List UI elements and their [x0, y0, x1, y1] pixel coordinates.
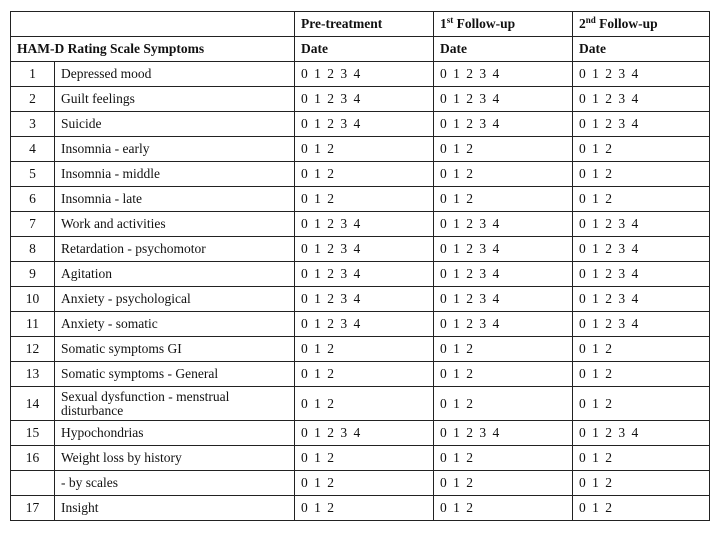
- score-second-follow-up: 0 1 2: [573, 471, 710, 496]
- date-label-pre: Date: [295, 37, 434, 62]
- symptom-name: Hypochondrias: [55, 421, 295, 446]
- table-row: [11, 471, 710, 496]
- ham-d-rating-table: [10, 11, 710, 521]
- score-pre-treatment: 0 1 2 3 4: [295, 287, 434, 312]
- symptom-name: Insomnia - late: [55, 187, 295, 212]
- score-pre-treatment: 0 1 2 3 4: [295, 262, 434, 287]
- item-number: 2: [11, 87, 55, 112]
- symptom-name: Insight: [55, 496, 295, 521]
- score-pre-treatment: 0 1 2: [295, 337, 434, 362]
- table-row: [11, 312, 710, 337]
- symptom-name: Depressed mood: [55, 62, 295, 87]
- score-second-follow-up: 0 1 2 3 4: [573, 287, 710, 312]
- score-second-follow-up: 0 1 2: [573, 446, 710, 471]
- table-row: [11, 446, 710, 471]
- score-pre-treatment: 0 1 2 3 4: [295, 421, 434, 446]
- score-pre-treatment: 0 1 2: [295, 187, 434, 212]
- item-number: 17: [11, 496, 55, 521]
- score-second-follow-up: 0 1 2 3 4: [573, 421, 710, 446]
- table-row: [11, 162, 710, 187]
- score-second-follow-up: 0 1 2 3 4: [573, 112, 710, 137]
- score-first-follow-up: 0 1 2: [434, 362, 573, 387]
- score-first-follow-up: 0 1 2 3 4: [434, 421, 573, 446]
- item-number: 10: [11, 287, 55, 312]
- score-first-follow-up: 0 1 2: [434, 162, 573, 187]
- score-first-follow-up: 0 1 2 3 4: [434, 312, 573, 337]
- score-second-follow-up: 0 1 2 3 4: [573, 237, 710, 262]
- score-first-follow-up: 0 1 2 3 4: [434, 62, 573, 87]
- table-row: [11, 262, 710, 287]
- table-row: [11, 421, 710, 446]
- item-number: 4: [11, 137, 55, 162]
- score-pre-treatment: 0 1 2 3 4: [295, 62, 434, 87]
- symptom-name: Guilt feelings: [55, 87, 295, 112]
- date-label-fu1: Date: [434, 37, 573, 62]
- symptom-name: Somatic symptoms GI: [55, 337, 295, 362]
- score-first-follow-up: 0 1 2: [434, 496, 573, 521]
- item-number: 12: [11, 337, 55, 362]
- header-first-follow-up: 1st Follow-up: [434, 12, 573, 37]
- score-pre-treatment: 0 1 2 3 4: [295, 87, 434, 112]
- score-pre-treatment: 0 1 2 3 4: [295, 112, 434, 137]
- score-second-follow-up: 0 1 2: [573, 362, 710, 387]
- score-first-follow-up: 0 1 2 3 4: [434, 112, 573, 137]
- table-row: [11, 287, 710, 312]
- score-first-follow-up: 0 1 2 3 4: [434, 287, 573, 312]
- score-first-follow-up: 0 1 2 3 4: [434, 262, 573, 287]
- score-second-follow-up: 0 1 2: [573, 387, 710, 421]
- symptom-name: Weight loss by history: [55, 446, 295, 471]
- symptom-name: - by scales: [55, 471, 295, 496]
- item-number: 15: [11, 421, 55, 446]
- symptom-name: Anxiety - somatic: [55, 312, 295, 337]
- table-row: [11, 112, 710, 137]
- scale-title: HAM-D Rating Scale Symptoms: [11, 37, 295, 62]
- score-pre-treatment: 0 1 2: [295, 137, 434, 162]
- score-first-follow-up: 0 1 2: [434, 187, 573, 212]
- score-second-follow-up: 0 1 2: [573, 137, 710, 162]
- table-row: [11, 496, 710, 521]
- header-row-columns: [11, 12, 710, 37]
- symptom-name: Retardation - psychomotor: [55, 237, 295, 262]
- item-number: 16: [11, 446, 55, 471]
- item-number: 1: [11, 62, 55, 87]
- symptom-name: Anxiety - psychological: [55, 287, 295, 312]
- score-pre-treatment: 0 1 2: [295, 162, 434, 187]
- table-row: [11, 362, 710, 387]
- item-number: 3: [11, 112, 55, 137]
- table-row: [11, 187, 710, 212]
- score-first-follow-up: 0 1 2 3 4: [434, 212, 573, 237]
- table-row: [11, 87, 710, 112]
- item-number: 7: [11, 212, 55, 237]
- symptom-name: Insomnia - middle: [55, 162, 295, 187]
- score-second-follow-up: 0 1 2 3 4: [573, 312, 710, 337]
- score-pre-treatment: 0 1 2: [295, 387, 434, 421]
- symptom-name: Somatic symptoms - General: [55, 362, 295, 387]
- table-row: [11, 212, 710, 237]
- symptom-name: Agitation: [55, 262, 295, 287]
- item-number: 13: [11, 362, 55, 387]
- symptom-name: Suicide: [55, 112, 295, 137]
- table-row: [11, 337, 710, 362]
- score-pre-treatment: 0 1 2: [295, 362, 434, 387]
- score-first-follow-up: 0 1 2: [434, 337, 573, 362]
- header-empty-cell: [11, 12, 295, 37]
- symptom-name: Sexual dysfunction - menstrual disturbance: [55, 387, 295, 421]
- score-second-follow-up: 0 1 2: [573, 162, 710, 187]
- score-first-follow-up: 0 1 2 3 4: [434, 237, 573, 262]
- item-number: 14: [11, 387, 55, 421]
- score-pre-treatment: 0 1 2 3 4: [295, 312, 434, 337]
- score-first-follow-up: 0 1 2: [434, 387, 573, 421]
- symptom-name: Insomnia - early: [55, 137, 295, 162]
- score-second-follow-up: 0 1 2 3 4: [573, 62, 710, 87]
- header-second-follow-up: 2nd Follow-up: [573, 12, 710, 37]
- date-label-fu2: Date: [573, 37, 710, 62]
- score-pre-treatment: 0 1 2 3 4: [295, 212, 434, 237]
- score-pre-treatment: 0 1 2: [295, 496, 434, 521]
- score-pre-treatment: 0 1 2 3 4: [295, 237, 434, 262]
- table-row: [11, 137, 710, 162]
- score-second-follow-up: 0 1 2: [573, 337, 710, 362]
- table-row: [11, 387, 710, 421]
- header-pre-treatment: Pre-treatment: [295, 12, 434, 37]
- item-number: 6: [11, 187, 55, 212]
- score-first-follow-up: 0 1 2: [434, 137, 573, 162]
- symptom-name: Work and activities: [55, 212, 295, 237]
- item-number: 8: [11, 237, 55, 262]
- score-pre-treatment: 0 1 2: [295, 446, 434, 471]
- score-second-follow-up: 0 1 2: [573, 496, 710, 521]
- score-second-follow-up: 0 1 2: [573, 187, 710, 212]
- item-number: 11: [11, 312, 55, 337]
- score-first-follow-up: 0 1 2 3 4: [434, 87, 573, 112]
- table-row: [11, 237, 710, 262]
- item-number: [11, 471, 55, 496]
- score-first-follow-up: 0 1 2: [434, 446, 573, 471]
- score-first-follow-up: 0 1 2: [434, 471, 573, 496]
- header-row-date: [11, 37, 710, 62]
- score-second-follow-up: 0 1 2 3 4: [573, 87, 710, 112]
- item-number: 9: [11, 262, 55, 287]
- table-row: [11, 62, 710, 87]
- score-second-follow-up: 0 1 2 3 4: [573, 212, 710, 237]
- score-second-follow-up: 0 1 2 3 4: [573, 262, 710, 287]
- item-number: 5: [11, 162, 55, 187]
- score-pre-treatment: 0 1 2: [295, 471, 434, 496]
